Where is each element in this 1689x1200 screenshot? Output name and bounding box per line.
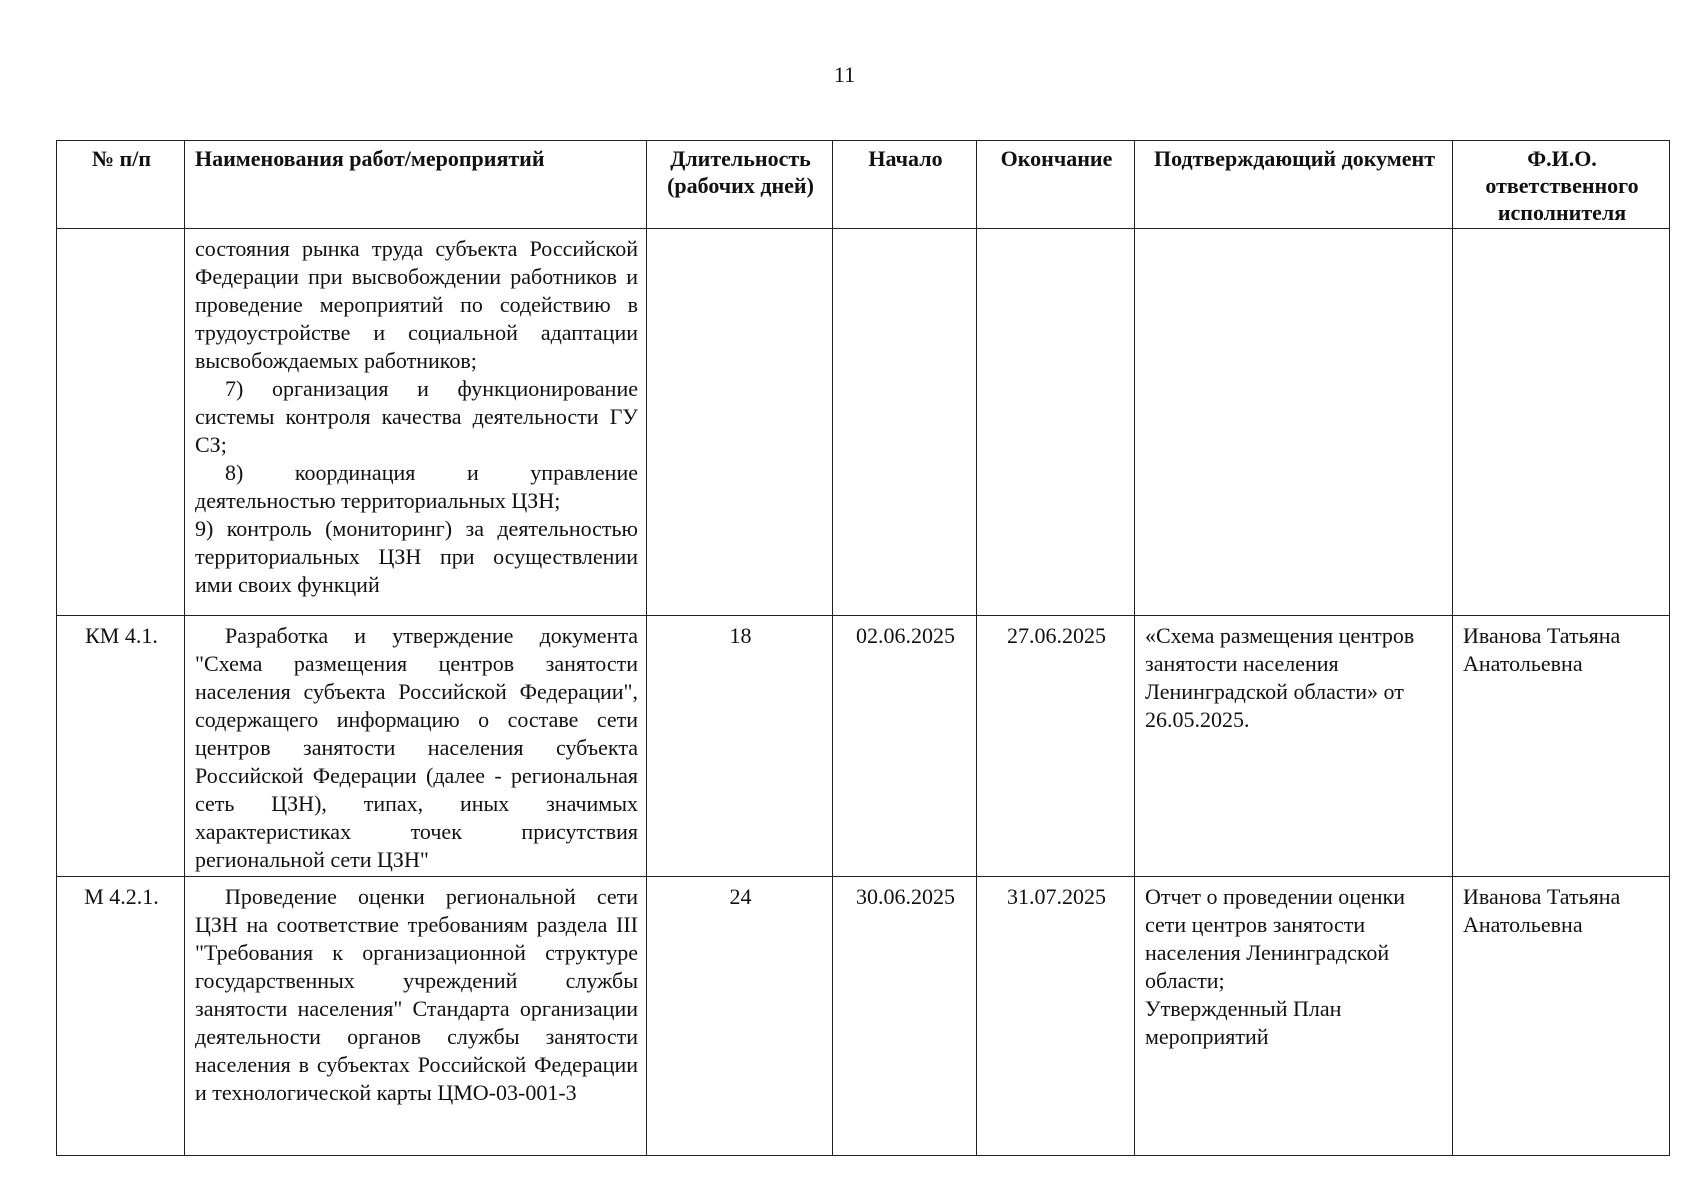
header-responsible: Ф.И.О. ответственного исполнителя [1453, 141, 1670, 229]
name-paragraph: состояния рынка труда субъекта Российской Федерации при высвобождении работников и проведение мероприятий по содействию в трудоустройстве и социальной адаптации высвобождаемых работников; [195, 236, 638, 373]
row-responsible: Иванова Татьяна Анатольевна [1453, 616, 1670, 877]
row-name [185, 229, 647, 616]
header-num: № п/п [57, 141, 185, 229]
row-end: 27.06.2025 [977, 616, 1135, 877]
work-plan-table [56, 140, 1670, 1156]
name-paragraph: 8) координация и управление деятельностью территориальных ЦЗН; [195, 460, 638, 513]
header-document: Подтверждающий документ [1135, 141, 1453, 229]
document-line: Утвержденный План мероприятий [1145, 996, 1342, 1049]
row-start: 02.06.2025 [833, 616, 977, 877]
document-line: «Схема размещения центров занятости населения Ленинградской области» от 26.05.2025. [1145, 623, 1415, 732]
row-document [1135, 229, 1453, 616]
row-duration: 18 [647, 616, 833, 877]
name-paragraph: 9) контроль (мониторинг) за деятельностью территориальных ЦЗН при осуществлении ими своих функций [195, 516, 638, 597]
page-number: 11 [833, 62, 856, 87]
row-end: 31.07.2025 [977, 877, 1135, 1156]
header-start: Начало [833, 141, 977, 229]
header-end: Окончание [977, 141, 1135, 229]
row-duration [647, 229, 833, 616]
row-start [833, 229, 977, 616]
row-name [185, 616, 647, 877]
row-name [185, 877, 647, 1156]
row-duration: 24 [647, 877, 833, 1156]
table-header-row [57, 141, 1670, 229]
name-paragraph: 7) организация и функционирование системы контроля качества деятельности ГУ СЗ; [195, 376, 638, 457]
table-row [57, 229, 1670, 616]
row-document [1135, 616, 1453, 877]
name-paragraph: Разработка и утверждение документа "Схема размещения центров занятости населения субъекта Российской Федерации", содержащего информацию о составе сети центров занятости населения субъекта Российской Федерации (далее - региональная сеть ЦЗН), типах, иных значимых характеристиках точек присутствия региональной сети ЦЗН" [195, 623, 638, 872]
row-document [1135, 877, 1453, 1156]
row-num [57, 229, 185, 616]
document-line: Отчет о проведении оценки сети центров занятости населения Ленинградской области; [1145, 884, 1406, 993]
table-row [57, 616, 1670, 877]
header-duration: Длительность (рабочих дней) [647, 141, 833, 229]
row-num: М 4.2.1. [57, 877, 185, 1156]
row-num: КМ 4.1. [57, 616, 185, 877]
table-row [57, 877, 1670, 1156]
header-name: Наименования работ/мероприятий [185, 141, 647, 229]
row-responsible [1453, 229, 1670, 616]
row-responsible: Иванова Татьяна Анатольевна [1453, 877, 1670, 1156]
row-end [977, 229, 1135, 616]
row-start: 30.06.2025 [833, 877, 977, 1156]
name-paragraph: Проведение оценки региональной сети ЦЗН на соответствие требованиям раздела III "Требования к организационной структуре государственных учреждений службы занятости населения" Стандарта организации деятельности органов службы занятости населения в субъектах Российской Федерации и технологической карты ЦМО-03-001-3 [195, 884, 638, 1105]
